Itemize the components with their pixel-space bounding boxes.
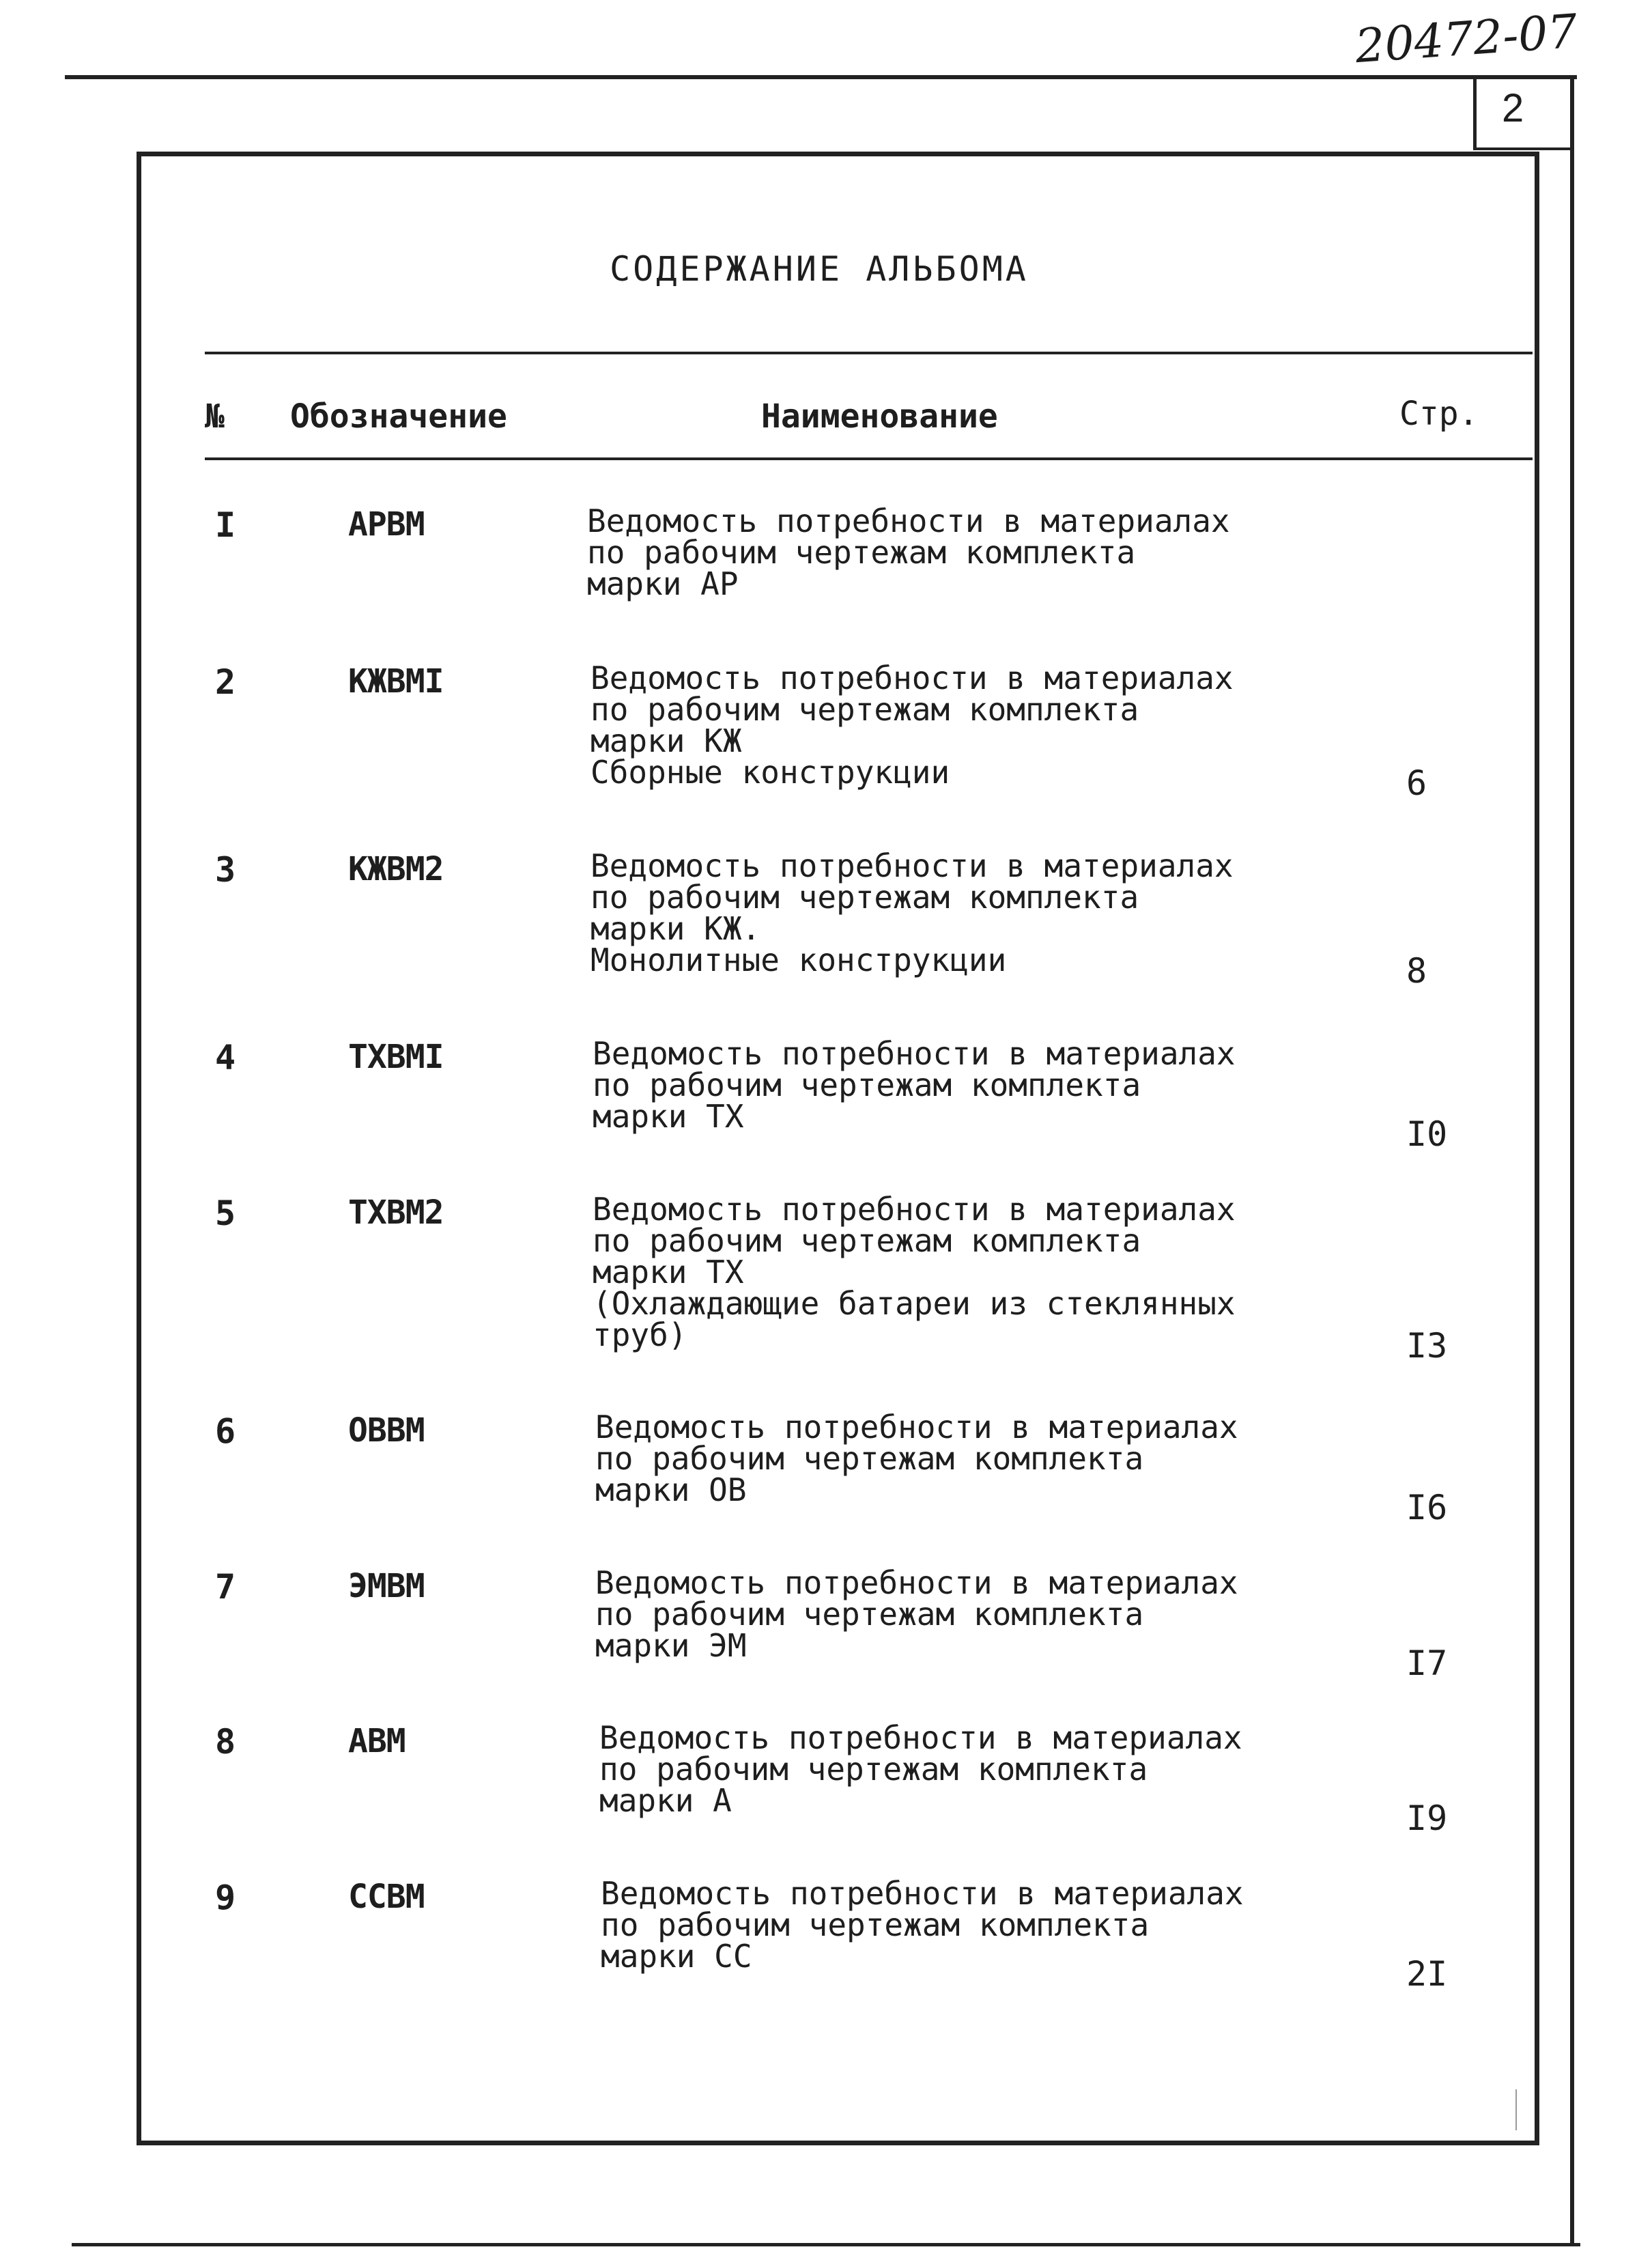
row-number: 3 (215, 850, 236, 890)
column-header-name: Наименование (761, 397, 998, 436)
row-name-line: Ведомость потребности в материалах (601, 1875, 1244, 1912)
table-row (0, 660, 1652, 803)
row-name-line: марки КЖ. (590, 910, 761, 947)
row-name-line: Ведомость потребности в материалах (595, 1409, 1238, 1445)
row-name-line: по рабочим чертежам комплекта (590, 691, 1139, 728)
row-name-line: по рабочим чертежам комплекта (595, 1440, 1144, 1477)
row-name-line: Ведомость потребности в материалах (587, 503, 1230, 539)
row-name-line: Ведомость потребности в материалах (599, 1719, 1242, 1756)
row-page-number: I7 (1406, 1643, 1448, 1683)
row-number: 9 (215, 1878, 236, 1917)
row-number: I (215, 505, 236, 545)
row-name (599, 1719, 1242, 1819)
row-page-number: 8 (1406, 951, 1427, 991)
sheet-number: 2 (1502, 86, 1524, 130)
table-header-rule (205, 457, 1533, 460)
bottom-border-line (72, 2243, 1580, 2246)
row-name-line: марки ТХ (593, 1098, 744, 1135)
row-name-line: по рабочим чертежам комплекта (593, 1067, 1141, 1103)
row-name-line: Ведомость потребности в материалах (590, 660, 1234, 696)
table-row (0, 1875, 1652, 2014)
row-name-line: (Охлаждающие батареи из стеклянных (593, 1285, 1236, 1322)
row-page-number: I3 (1406, 1326, 1448, 1366)
table-row (0, 505, 1652, 642)
archive-stamp-mark (1515, 2089, 1524, 2130)
row-name-line: Ведомость потребности в материалах (593, 1191, 1236, 1228)
row-name-line: по рабочим чертежам комплекта (593, 1222, 1141, 1259)
row-designation: ССВМ (348, 1878, 425, 1916)
row-name (593, 1191, 1236, 1353)
row-designation: ТХВМI (348, 1038, 444, 1076)
row-number: 7 (215, 1567, 236, 1607)
row-page-number: 6 (1406, 763, 1427, 803)
row-name-line: по рабочим чертежам комплекта (599, 1751, 1148, 1788)
row-name (590, 847, 1234, 978)
row-name-line: марки ЭМ (595, 1627, 747, 1664)
row-name-line: по рабочим чертежам комплекта (587, 534, 1136, 571)
table-row (0, 1411, 1652, 1548)
row-name (593, 1035, 1236, 1135)
handwritten-document-code: 20472-07 (1353, 4, 1580, 74)
row-name-line: Монолитные конструкции (590, 942, 1007, 978)
table-row (0, 1035, 1652, 1174)
row-page-number: 2I (1406, 1954, 1448, 1994)
row-name-line: труб) (593, 1316, 687, 1353)
table-row (0, 1564, 1652, 1704)
row-name (595, 1564, 1238, 1664)
row-name-line: марки ОВ (595, 1471, 747, 1508)
row-name-line: по рабочим чертежам комплекта (590, 879, 1139, 916)
table-row (0, 847, 1652, 991)
row-page-number: I6 (1406, 1488, 1448, 1527)
column-header-number: № (205, 397, 225, 436)
row-name-line: Сборные конструкции (590, 754, 950, 791)
row-number: 8 (215, 1722, 236, 1762)
table-row (0, 1191, 1652, 1366)
page-title: СОДЕРЖАНИЕ АЛЬБОМА (610, 249, 1029, 289)
row-designation: АРВМ (348, 505, 425, 544)
row-designation: ТХВМ2 (348, 1194, 444, 1232)
top-border-line (65, 75, 1577, 79)
row-name-line: по рабочим чертежам комплекта (601, 1906, 1150, 1943)
column-header-designation: Обозначение (290, 397, 507, 436)
row-name-line: Ведомость потребности в материалах (593, 1035, 1236, 1072)
row-name-line: марки ТХ (593, 1254, 744, 1290)
table-top-rule (205, 352, 1533, 354)
row-number: 6 (215, 1411, 236, 1451)
row-name (587, 503, 1230, 602)
row-designation: ОВВМ (348, 1411, 425, 1450)
row-name-line: марки КЖ (590, 722, 742, 759)
row-number: 5 (215, 1194, 236, 1233)
table-row (0, 1719, 1652, 1859)
row-name-line: марки А (599, 1782, 732, 1819)
row-name (595, 1411, 1238, 1506)
row-name-line: марки СС (601, 1938, 752, 1975)
row-designation: АВМ (348, 1722, 405, 1760)
column-header-page: Стр. (1399, 395, 1479, 433)
row-name-line: Ведомость потребности в материалах (590, 847, 1234, 884)
row-name-line: по рабочим чертежам комплекта (595, 1596, 1144, 1633)
row-designation: КЖВМI (348, 662, 444, 701)
row-designation: ЭМВМ (348, 1567, 425, 1605)
row-name (590, 660, 1234, 791)
row-number: 4 (215, 1038, 236, 1077)
row-name-line: марки АР (587, 565, 739, 602)
row-number: 2 (215, 662, 236, 702)
row-page-number: I0 (1406, 1114, 1448, 1154)
row-page-number: I9 (1406, 1798, 1448, 1838)
row-designation: КЖВМ2 (348, 850, 444, 888)
row-name-line: Ведомость потребности в материалах (595, 1564, 1238, 1601)
row-name (601, 1875, 1244, 1975)
